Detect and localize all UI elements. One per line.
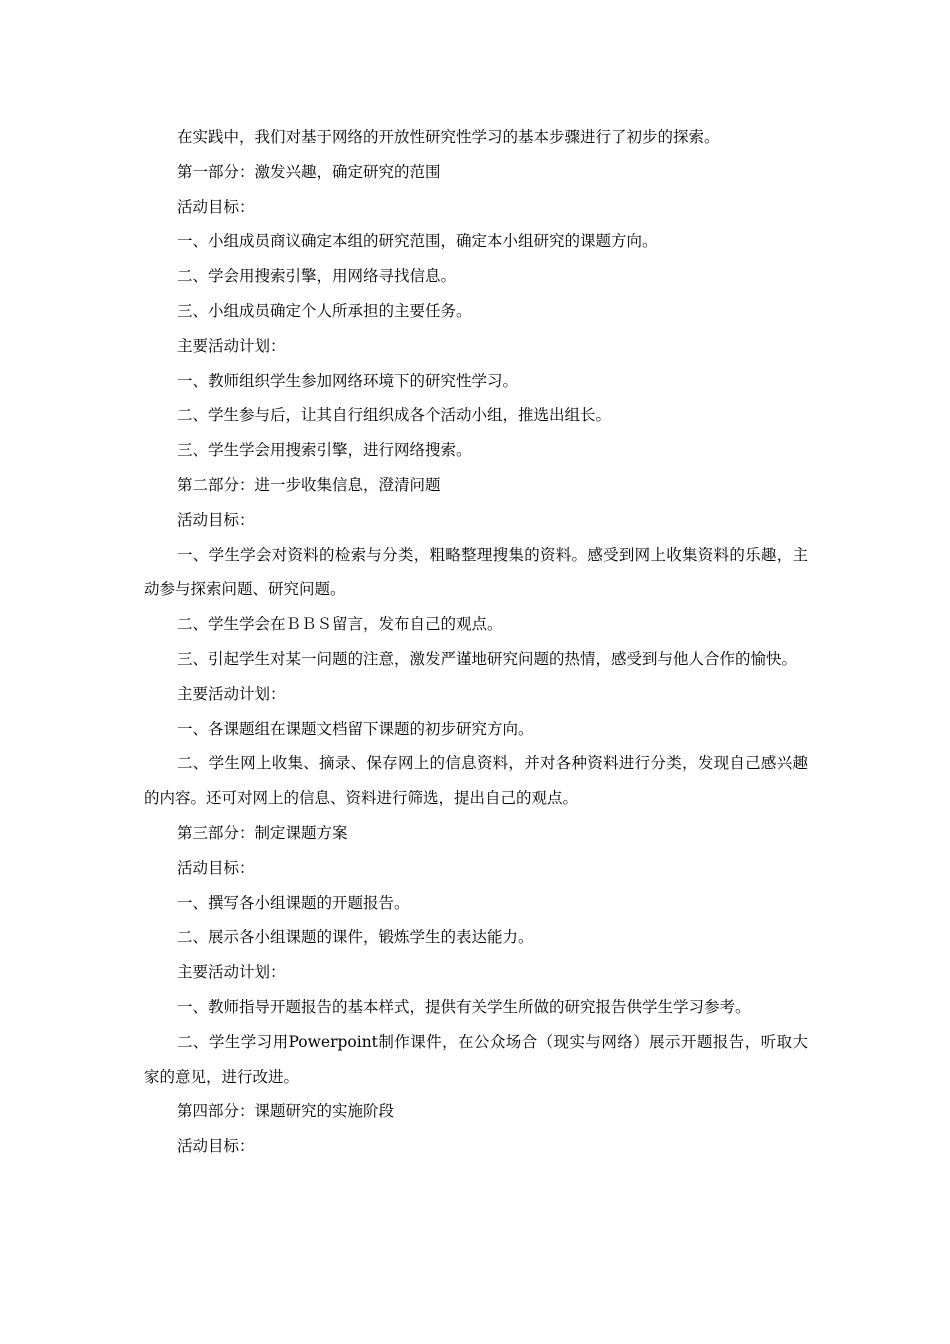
list-item: 三、小组成员确定个人所承担的主要任务。 bbox=[177, 301, 472, 320]
list-item: 二、学生学习用Powerpoint制作课件，在公众场合（现实与网络）展示开题报告，听取大家的意见，进行改进。 bbox=[144, 1032, 808, 1086]
section-4-heading: 第四部分：课题研究的实施阶段 bbox=[177, 1102, 395, 1121]
list-item: 一、撰写各小组课题的开题报告。 bbox=[177, 893, 410, 912]
activity-plan-label: 主要活动计划： bbox=[177, 336, 286, 355]
section-3-heading: 第三部分：制定课题方案 bbox=[177, 823, 348, 842]
intro-paragraph: 在实践中，我们对基于网络的开放性研究性学习的基本步骤进行了初步的探索。 bbox=[177, 128, 720, 146]
list-item: 二、学会用搜索引擎，用网络寻找信息。 bbox=[177, 267, 457, 286]
list-item: 一、小组成员商议确定本组的研究范围，确定本小组研究的课题方向。 bbox=[177, 232, 658, 251]
list-item: 一、教师指导开题报告的基本样式，提供有关学生所做的研究报告供学生学习参考。 bbox=[177, 997, 751, 1016]
activity-goals-label: 活动目标： bbox=[177, 858, 255, 877]
list-item: 二、学生学会在ＢＢＳ留言，发布自己的观点。 bbox=[177, 615, 503, 634]
document-body bbox=[144, 120, 808, 1164]
activity-goals-label: 活动目标： bbox=[177, 1137, 255, 1156]
section-2-heading: 第二部分：进一步收集信息，澄清问题 bbox=[177, 475, 441, 494]
section-1-heading: 第一部分：激发兴趣，确定研究的范围 bbox=[177, 162, 441, 181]
activity-plan-label: 主要活动计划： bbox=[177, 684, 286, 703]
list-item: 一、教师组织学生参加网络环境下的研究性学习。 bbox=[177, 371, 519, 390]
list-item: 二、展示各小组课题的课件，锻炼学生的表达能力。 bbox=[177, 928, 534, 947]
list-item: 二、学生网上收集、摘录、保存网上的信息资料，并对各种资料进行分类，发现自己感兴趣的内容。还可对网上的信息、资料进行筛选，提出自己的观点。 bbox=[144, 754, 808, 808]
list-item: 一、学生学会对资料的检索与分类，粗略整理搜集的资料。感受到网上收集资料的乐趣，主动参与探索问题、研究问题。 bbox=[144, 545, 808, 599]
activity-plan-label: 主要活动计划： bbox=[177, 963, 286, 982]
list-item: 一、各课题组在课题文档留下课题的初步研究方向。 bbox=[177, 719, 534, 738]
activity-goals-label: 活动目标： bbox=[177, 197, 255, 216]
list-item: 二、学生参与后，让其自行组织成各个活动小组，推选出组长。 bbox=[177, 406, 612, 425]
list-item: 三、学生学会用搜索引擎，进行网络搜索。 bbox=[177, 441, 472, 460]
list-item: 三、引起学生对某一问题的注意，激发严谨地研究问题的热情，感受到与他人合作的愉快。 bbox=[177, 649, 798, 668]
activity-goals-label: 活动目标： bbox=[177, 510, 255, 529]
